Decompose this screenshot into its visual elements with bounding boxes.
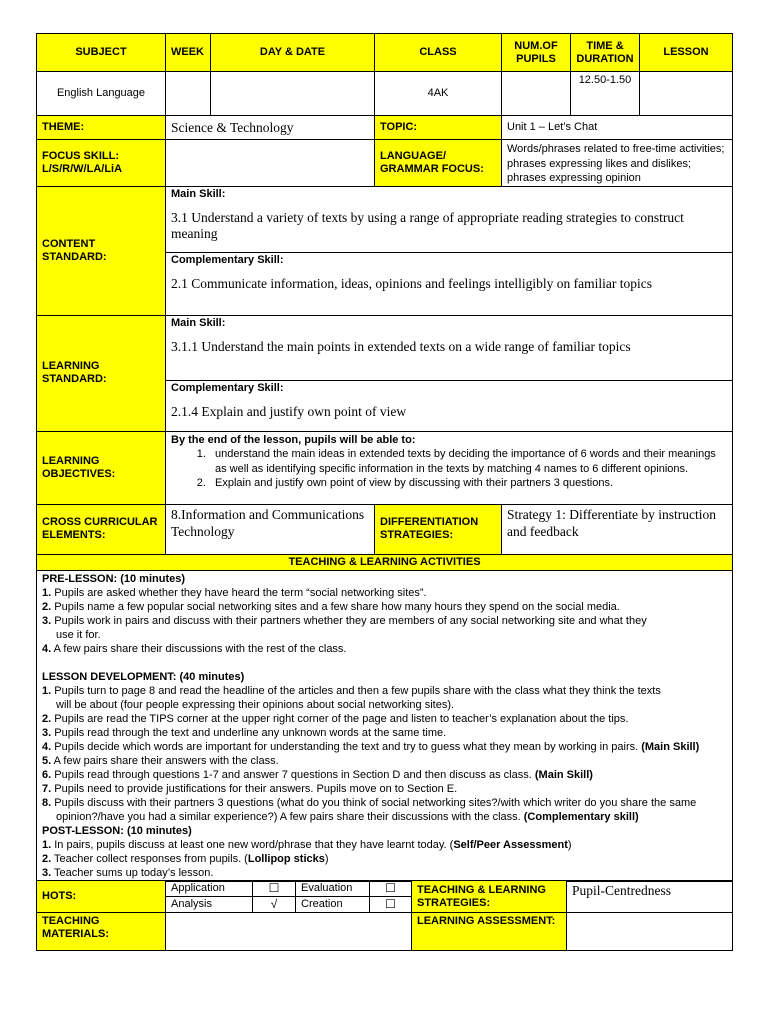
hots-application-checkbox[interactable]: ☐ (253, 881, 296, 897)
tl-strategies-label-line2: STRATEGIES: (417, 896, 491, 909)
focus-skill-label-line1: FOCUS SKILL: (42, 149, 119, 162)
post-lesson-title: POST-LESSON: (10 minutes) (42, 824, 192, 837)
pre-lesson-line-1: 1. Pupils are asked whether they have heard the term “social networking sites”. (42, 586, 427, 599)
objectives-label (37, 431, 166, 504)
subject-header: SUBJECT (37, 34, 166, 72)
language-focus-label-line1: LANGUAGE/ (380, 149, 446, 162)
content-main-skill-value: 3.1 Understand a variety of texts by using a range of appropriate reading strategies to construct meaning (171, 209, 684, 241)
week-header: WEEK (166, 34, 211, 72)
theme-value: Science & Technology (166, 116, 375, 140)
materials-label-line1: TEACHING (42, 915, 100, 927)
content-standard-main (166, 186, 733, 252)
dev-line-7: 7. Pupils need to provide justifications for their answers. Pupils move on to Section E. (42, 782, 458, 795)
content-standard-comp (166, 252, 733, 315)
materials-value (166, 913, 412, 951)
materials-label-line2: MATERIALS: (42, 928, 110, 940)
post-line-2: 2. Teacher collect responses from pupils. (Lollipop sticks) (42, 852, 329, 865)
content-standard-label-line1: CONTENT (42, 237, 96, 250)
objectives-content (166, 431, 733, 504)
content-standard-label-line2: STANDARD: (42, 250, 107, 263)
focus-skill-label-line2: L/S/R/W/LA/LiA (42, 162, 123, 175)
header-table (36, 33, 733, 116)
cross-curricular-label-line1: CROSS CURRICULAR (42, 516, 158, 528)
subject-value: English Language (37, 72, 166, 116)
learning-comp-skill-value: 2.1.4 Explain and justify own point of view (171, 403, 407, 419)
learning-standard-label-line1: LEARNING (42, 360, 100, 372)
lesson-plan-table (36, 115, 733, 882)
dev-line-4: 4. Pupils decide which words are important for understanding the text and try to guess what they mean by working in pairs. (Main Skill) (42, 740, 700, 753)
learning-standard-label-line2: STANDARD: (42, 373, 107, 385)
language-focus-label-line2: GRAMMAR FOCUS: (380, 162, 484, 175)
dev-line-1: 1. Pupils turn to page 8 and read the headline of the articles and then a few pupils share with the class what they think the texts (42, 684, 661, 697)
learning-standard-main (166, 315, 733, 380)
tl-strategies-label-line1: TEACHING & LEARNING (417, 883, 546, 896)
hots-creation-label: Creation (296, 897, 370, 913)
learning-standard-label (37, 315, 166, 431)
cross-curricular-label (37, 504, 166, 554)
pupils-header: NUM.OF PUPILS (502, 34, 571, 72)
pre-lesson-line-2: 2. Pupils name a few popular social networking sites and a few share how many hours they spend on the social media. (42, 600, 620, 613)
focus-skill-label (37, 140, 166, 187)
learning-comp-skill-label: Complementary Skill: (171, 381, 284, 394)
focus-skill-value (166, 140, 375, 187)
dev-line-5: 5. A few pairs share their answers with the class. (42, 754, 279, 767)
dev-line-8-cont: opinion?/have you had a similar experience?) A few pairs share their discussions with the class. (Complementary skill) (56, 810, 639, 823)
differentiation-label (375, 504, 502, 554)
objectives-intro: By the end of the lesson, pupils will be able to: (171, 433, 416, 446)
assessment-value (567, 913, 733, 951)
hots-application-label: Application (166, 881, 253, 897)
time-header: TIME & DURATION (571, 34, 640, 72)
differentiation-label-line1: DIFFERENTIATION (380, 516, 479, 528)
post-line-3: 3. Teacher sums up today’s lesson. (42, 866, 214, 879)
objectives-label-line1: LEARNING (42, 454, 100, 467)
materials-label (37, 913, 166, 951)
hots-analysis-label: Analysis (166, 897, 253, 913)
hots-label: HOTS: (37, 881, 166, 913)
pre-lesson-line-3-cont: use it for. (56, 628, 101, 641)
lesson-header: LESSON (640, 34, 733, 72)
date-value (211, 72, 375, 116)
learning-standard-comp (166, 380, 733, 431)
topic-value: Unit 1 – Let’s Chat (502, 116, 733, 140)
language-focus-value: Words/phrases related to free-time activities; phrases expressing likes and dislikes; phrases expressing opinion (502, 140, 733, 187)
tl-strategies-label (412, 881, 567, 913)
content-standard-label (37, 186, 166, 315)
objectives-label-line2: OBJECTIVES: (42, 467, 116, 480)
dev-line-8: 8. Pupils discuss with their partners 3 questions (what do you think of social networking sites?/with which writer do you share the same (42, 796, 697, 809)
pre-lesson-title: PRE-LESSON: (10 minutes) (42, 572, 186, 585)
content-comp-skill-label: Complementary Skill: (171, 253, 284, 266)
class-value: 4AK (375, 72, 502, 116)
dev-line-6: 6. Pupils read through questions 1-7 and answer 7 questions in Section D and then discuss as class. (Main Skill) (42, 768, 593, 781)
time-value: 12.50-1.50 (571, 72, 640, 116)
objectives-list (171, 447, 727, 491)
week-value (166, 72, 211, 116)
hots-table (36, 880, 733, 951)
pre-lesson-line-4: 4. A few pairs share their discussions with the rest of the class. (42, 642, 347, 655)
differentiation-value: Strategy 1: Differentiate by instruction and feedback (502, 504, 733, 554)
dev-line-1-cont: will be about (four people expressing their opinions about social networking sites). (56, 698, 455, 711)
activities-title: TEACHING & LEARNING ACTIVITIES (37, 554, 733, 570)
assessment-label: LEARNING ASSESSMENT: (412, 913, 567, 951)
theme-label: THEME: (37, 116, 166, 140)
language-focus-label (375, 140, 502, 187)
cross-curricular-label-line2: ELEMENTS: (42, 529, 106, 541)
cross-curricular-value: 8.Information and Communications Technology (166, 504, 375, 554)
post-line-1: 1. In pairs, pupils discuss at least one new word/phrase that they have learnt today. (Self/Peer Assessment) (42, 838, 572, 851)
spacer (42, 656, 727, 670)
hots-analysis-checkbox[interactable]: √ (253, 897, 296, 913)
topic-label: TOPIC: (375, 116, 502, 140)
pupils-value (502, 72, 571, 116)
class-header: CLASS (375, 34, 502, 72)
activities-content (37, 570, 733, 881)
pre-lesson-line-3: 3. Pupils work in pairs and discuss with their partners whether they are members of any social networking site and what they (42, 614, 647, 627)
dev-line-2: 2. Pupils are read the TIPS corner at the upper right corner of the page and listen to teacher’s explanation about the tips. (42, 712, 629, 725)
lesson-development-title: LESSON DEVELOPMENT: (40 minutes) (42, 670, 245, 683)
objective-item: 1. understand the main ideas in extended texts by deciding the importance of 6 words and their meanings as well as identifying specific information in the texts by matching 4 names to 6 different opinions. (209, 447, 727, 476)
learning-main-skill-value: 3.1.1 Understand the main points in extended texts on a wide range of familiar topics (171, 338, 631, 354)
date-header: DAY & DATE (211, 34, 375, 72)
hots-evaluation-checkbox[interactable]: ☐ (370, 881, 412, 897)
learning-main-skill-label: Main Skill: (171, 316, 226, 329)
content-main-skill-label: Main Skill: (171, 187, 226, 200)
hots-creation-checkbox[interactable]: ☐ (370, 897, 412, 913)
objective-item: 2. Explain and justify own point of view by discussing with their partners 3 questions. (209, 476, 727, 491)
lesson-value (640, 72, 733, 116)
tl-strategies-value: Pupil-Centredness (567, 881, 733, 913)
differentiation-label-line2: STRATEGIES: (380, 529, 454, 541)
content-comp-skill-value: 2.1 Communicate information, ideas, opinions and feelings intelligibly on familiar topics (171, 275, 653, 291)
dev-line-3: 3. Pupils read through the text and underline any unknown words at the same time. (42, 726, 447, 739)
hots-evaluation-label: Evaluation (296, 881, 370, 897)
